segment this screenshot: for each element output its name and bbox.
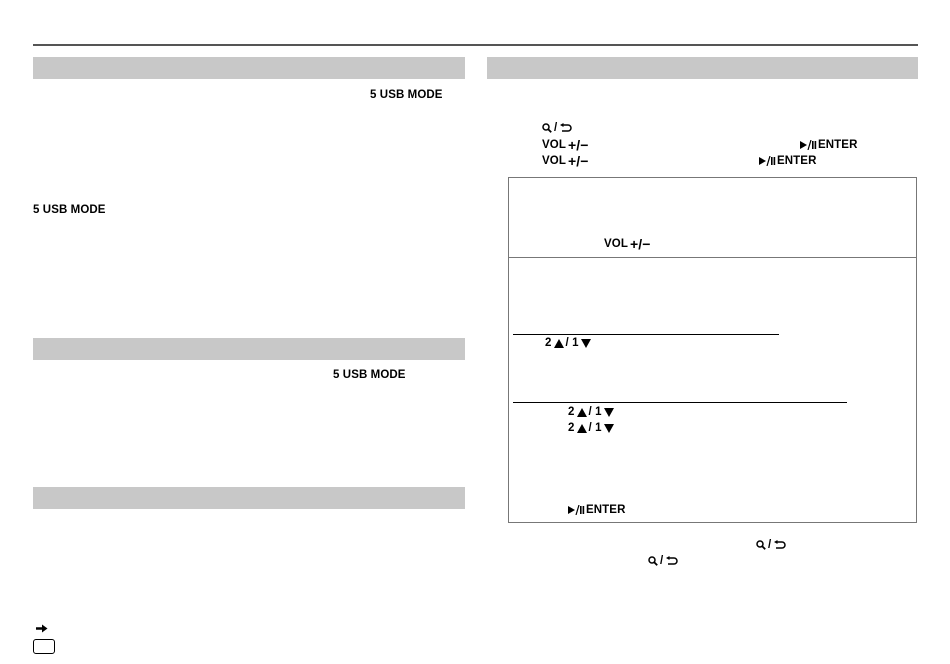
key-2-label: 2 <box>568 422 575 434</box>
slash-separator: / <box>554 122 558 134</box>
play-pause-icon <box>568 505 585 515</box>
triangle-down-icon <box>604 408 614 417</box>
vol-label: VOL <box>542 155 566 167</box>
up-down-key <box>568 421 614 435</box>
back-icon <box>665 556 678 566</box>
up-down-key <box>568 405 614 419</box>
enter-key <box>568 503 625 517</box>
section-header-band-2 <box>33 338 465 360</box>
vol-label: VOL <box>542 139 566 151</box>
search-back-key <box>542 121 572 135</box>
arrow-right-icon <box>36 624 48 633</box>
key-2-label: 2 <box>568 406 575 418</box>
triangle-up-icon <box>577 408 587 417</box>
section-header-band-1 <box>33 57 465 79</box>
section-header-band-3 <box>33 487 465 509</box>
page-tab-indicator <box>33 639 55 654</box>
key-1-label: / 1 <box>588 406 602 418</box>
search-icon <box>756 540 766 550</box>
vol-label: VOL <box>604 238 628 250</box>
vol-plusminus: +/− <box>629 236 651 252</box>
divider <box>513 334 779 335</box>
note-box-1 <box>508 177 917 258</box>
vol-key <box>542 154 589 168</box>
enter-label: ENTER <box>586 504 626 516</box>
slash-separator: / <box>660 555 664 567</box>
play-pause-icon <box>800 140 817 150</box>
search-icon <box>648 556 658 566</box>
enter-key <box>800 138 857 152</box>
vol-plusminus: +/− <box>567 153 589 169</box>
back-icon <box>773 540 786 550</box>
enter-label: ENTER <box>818 139 858 151</box>
triangle-up-icon <box>577 424 587 433</box>
usb-mode-label: 5 USB MODE <box>333 369 406 381</box>
usb-mode-label: 5 USB MODE <box>33 204 106 216</box>
key-2-label: 2 <box>545 337 552 349</box>
triangle-up-icon <box>554 339 564 348</box>
triangle-down-icon <box>604 424 614 433</box>
triangle-down-icon <box>581 339 591 348</box>
play-pause-icon <box>759 156 776 166</box>
vol-key <box>604 237 651 251</box>
vol-plusminus: +/− <box>567 137 589 153</box>
top-rule <box>33 44 918 46</box>
vol-key <box>542 138 589 152</box>
back-icon <box>559 123 572 133</box>
search-back-key <box>648 554 678 568</box>
search-back-key <box>756 538 786 552</box>
note-box-2 <box>508 257 917 523</box>
usb-mode-label: 5 USB MODE <box>370 89 443 101</box>
key-1-label: / 1 <box>565 337 579 349</box>
up-down-key <box>545 336 591 350</box>
enter-key <box>759 154 816 168</box>
search-icon <box>542 123 552 133</box>
divider <box>513 402 847 403</box>
enter-label: ENTER <box>777 155 817 167</box>
key-1-label: / 1 <box>588 422 602 434</box>
slash-separator: / <box>768 539 772 551</box>
section-header-band-right <box>487 57 918 79</box>
